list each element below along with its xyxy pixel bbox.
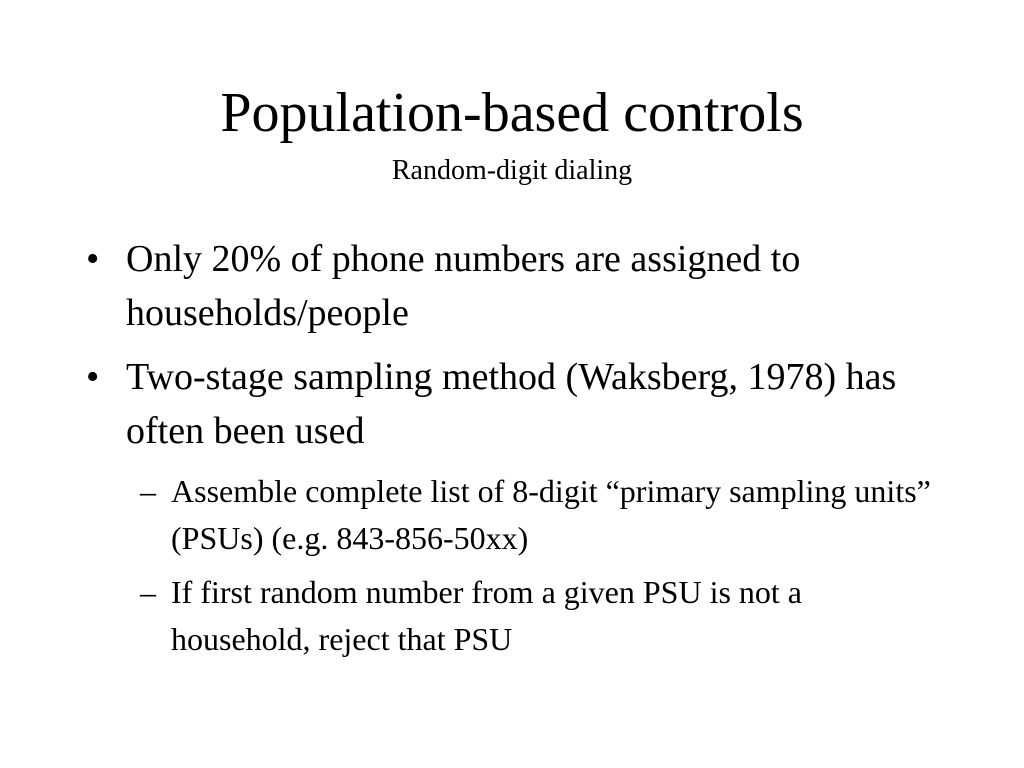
slide-title: Population-based controls — [220, 82, 804, 144]
bullet-marker: • — [86, 238, 100, 280]
bullet-marker: • — [86, 356, 100, 398]
slide-subtitle: Random-digit dialing — [391, 155, 633, 186]
sub-bullet-text: Assemble complete list of 8-digit “primary sampling units” (PSUs) (e.g. 843-856-50xx) — [171, 473, 931, 556]
sub-bullet-item — [0, 569, 946, 663]
sub-bullet-item — [0, 468, 946, 562]
bullet-list — [0, 232, 1024, 670]
bullet-text: Only 20% of phone numbers are assigned to households/people — [126, 238, 801, 334]
bullet-item — [0, 350, 946, 458]
bullet-text: Two-stage sampling method (Waksberg, 1978) has often been used — [126, 356, 897, 452]
dash-marker: – — [140, 574, 156, 610]
bullet-item — [0, 232, 946, 340]
dash-marker: – — [140, 473, 156, 509]
sub-bullet-text: If first random number from a given PSU is not a household, reject that PSU — [171, 574, 802, 657]
